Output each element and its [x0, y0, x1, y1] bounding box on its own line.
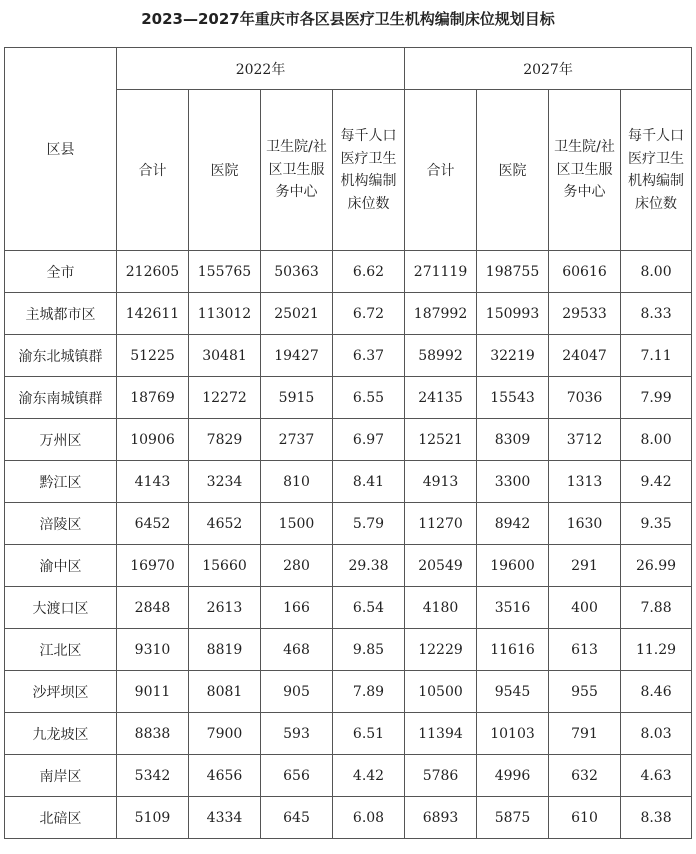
cell-per-thousand-2027: 8.33 — [621, 293, 692, 335]
cell-per-thousand-2022: 6.97 — [333, 419, 405, 461]
cell-total-2027: 11270 — [405, 503, 477, 545]
cell-clinic-2022: 1500 — [261, 503, 333, 545]
cell-region: 大渡口区 — [5, 587, 117, 629]
cell-clinic-2027: 60616 — [549, 251, 621, 293]
cell-total-2022: 142611 — [117, 293, 189, 335]
cell-hospital-2022: 4656 — [189, 755, 261, 797]
table-row — [5, 293, 692, 335]
cell-hospital-2022: 30481 — [189, 335, 261, 377]
cell-hospital-2027: 8942 — [477, 503, 549, 545]
cell-hospital-2027: 4996 — [477, 755, 549, 797]
cell-clinic-2022: 5915 — [261, 377, 333, 419]
cell-total-2022: 5342 — [117, 755, 189, 797]
cell-hospital-2027: 198755 — [477, 251, 549, 293]
cell-total-2022: 51225 — [117, 335, 189, 377]
cell-region: 渝中区 — [5, 545, 117, 587]
cell-per-thousand-2022: 29.38 — [333, 545, 405, 587]
cell-region: 主城都市区 — [5, 293, 117, 335]
cell-total-2027: 5786 — [405, 755, 477, 797]
table-row — [5, 419, 692, 461]
cell-hospital-2022: 8819 — [189, 629, 261, 671]
cell-per-thousand-2022: 6.72 — [333, 293, 405, 335]
cell-hospital-2027: 11616 — [477, 629, 549, 671]
bed-planning-table — [4, 47, 692, 839]
table-row — [5, 251, 692, 293]
cell-region: 万州区 — [5, 419, 117, 461]
cell-hospital-2027: 15543 — [477, 377, 549, 419]
header-hospital-2027: 医院 — [477, 90, 549, 251]
cell-total-2022: 18769 — [117, 377, 189, 419]
cell-per-thousand-2022: 6.51 — [333, 713, 405, 755]
cell-region: 南岸区 — [5, 755, 117, 797]
cell-clinic-2027: 955 — [549, 671, 621, 713]
cell-per-thousand-2027: 7.11 — [621, 335, 692, 377]
cell-clinic-2022: 2737 — [261, 419, 333, 461]
header-per-thousand-2027: 每千人口医疗卫生机构编制床位数 — [621, 90, 692, 251]
cell-hospital-2022: 4652 — [189, 503, 261, 545]
cell-hospital-2027: 9545 — [477, 671, 549, 713]
cell-per-thousand-2027: 9.35 — [621, 503, 692, 545]
cell-hospital-2027: 10103 — [477, 713, 549, 755]
table-row — [5, 755, 692, 797]
cell-hospital-2022: 15660 — [189, 545, 261, 587]
cell-clinic-2027: 400 — [549, 587, 621, 629]
cell-total-2022: 10906 — [117, 419, 189, 461]
cell-hospital-2022: 3234 — [189, 461, 261, 503]
cell-total-2027: 6893 — [405, 797, 477, 839]
cell-region: 渝东南城镇群 — [5, 377, 117, 419]
cell-clinic-2027: 632 — [549, 755, 621, 797]
cell-total-2027: 4180 — [405, 587, 477, 629]
cell-clinic-2022: 645 — [261, 797, 333, 839]
cell-per-thousand-2022: 8.41 — [333, 461, 405, 503]
cell-total-2022: 4143 — [117, 461, 189, 503]
cell-total-2027: 271119 — [405, 251, 477, 293]
cell-clinic-2027: 29533 — [549, 293, 621, 335]
cell-clinic-2027: 791 — [549, 713, 621, 755]
cell-clinic-2022: 166 — [261, 587, 333, 629]
cell-clinic-2022: 905 — [261, 671, 333, 713]
cell-per-thousand-2022: 6.37 — [333, 335, 405, 377]
header-district: 区县 — [5, 48, 117, 251]
cell-per-thousand-2022: 7.89 — [333, 671, 405, 713]
table-row — [5, 545, 692, 587]
cell-per-thousand-2022: 6.08 — [333, 797, 405, 839]
cell-per-thousand-2022: 4.42 — [333, 755, 405, 797]
cell-clinic-2022: 468 — [261, 629, 333, 671]
document-title: 2023—2027年重庆市各区县医疗卫生机构编制床位规划目标 — [141, 10, 555, 28]
cell-per-thousand-2027: 11.29 — [621, 629, 692, 671]
cell-total-2022: 212605 — [117, 251, 189, 293]
cell-total-2022: 16970 — [117, 545, 189, 587]
cell-clinic-2022: 656 — [261, 755, 333, 797]
cell-region: 涪陵区 — [5, 503, 117, 545]
cell-total-2022: 2848 — [117, 587, 189, 629]
cell-per-thousand-2027: 8.00 — [621, 419, 692, 461]
cell-hospital-2027: 19600 — [477, 545, 549, 587]
cell-hospital-2027: 3516 — [477, 587, 549, 629]
cell-region: 沙坪坝区 — [5, 671, 117, 713]
cell-clinic-2027: 7036 — [549, 377, 621, 419]
cell-total-2027: 4913 — [405, 461, 477, 503]
header-row-years — [5, 48, 692, 90]
cell-hospital-2022: 8081 — [189, 671, 261, 713]
header-clinic-2027: 卫生院/社区卫生服务中心 — [549, 90, 621, 251]
cell-clinic-2022: 810 — [261, 461, 333, 503]
cell-per-thousand-2027: 9.42 — [621, 461, 692, 503]
cell-total-2027: 187992 — [405, 293, 477, 335]
cell-total-2022: 6452 — [117, 503, 189, 545]
cell-hospital-2027: 3300 — [477, 461, 549, 503]
cell-region: 全市 — [5, 251, 117, 293]
cell-hospital-2027: 8309 — [477, 419, 549, 461]
table-row — [5, 713, 692, 755]
cell-hospital-2022: 155765 — [189, 251, 261, 293]
cell-total-2027: 12521 — [405, 419, 477, 461]
cell-clinic-2022: 19427 — [261, 335, 333, 377]
cell-clinic-2022: 25021 — [261, 293, 333, 335]
cell-hospital-2022: 113012 — [189, 293, 261, 335]
header-year-2027: 2027年 — [405, 48, 692, 90]
header-per-thousand-2022: 每千人口医疗卫生机构编制床位数 — [333, 90, 405, 251]
cell-clinic-2027: 291 — [549, 545, 621, 587]
table-row — [5, 671, 692, 713]
cell-total-2027: 20549 — [405, 545, 477, 587]
cell-region: 北碚区 — [5, 797, 117, 839]
cell-clinic-2027: 613 — [549, 629, 621, 671]
table-row — [5, 503, 692, 545]
header-clinic-2022: 卫生院/社区卫生服务中心 — [261, 90, 333, 251]
cell-hospital-2022: 12272 — [189, 377, 261, 419]
cell-total-2027: 12229 — [405, 629, 477, 671]
cell-clinic-2027: 1313 — [549, 461, 621, 503]
table-row — [5, 335, 692, 377]
cell-hospital-2022: 7900 — [189, 713, 261, 755]
cell-region: 黔江区 — [5, 461, 117, 503]
cell-clinic-2027: 610 — [549, 797, 621, 839]
cell-total-2022: 9310 — [117, 629, 189, 671]
cell-clinic-2022: 593 — [261, 713, 333, 755]
cell-total-2022: 5109 — [117, 797, 189, 839]
table-row — [5, 629, 692, 671]
header-hospital-2022: 医院 — [189, 90, 261, 251]
cell-hospital-2027: 5875 — [477, 797, 549, 839]
cell-hospital-2027: 150993 — [477, 293, 549, 335]
cell-hospital-2027: 32219 — [477, 335, 549, 377]
cell-hospital-2022: 2613 — [189, 587, 261, 629]
cell-region: 渝东北城镇群 — [5, 335, 117, 377]
cell-clinic-2022: 280 — [261, 545, 333, 587]
cell-total-2027: 10500 — [405, 671, 477, 713]
cell-clinic-2027: 1630 — [549, 503, 621, 545]
cell-per-thousand-2027: 8.00 — [621, 251, 692, 293]
cell-hospital-2022: 4334 — [189, 797, 261, 839]
table-row — [5, 461, 692, 503]
table-row — [5, 587, 692, 629]
cell-per-thousand-2022: 9.85 — [333, 629, 405, 671]
cell-region: 九龙坡区 — [5, 713, 117, 755]
cell-per-thousand-2027: 8.03 — [621, 713, 692, 755]
cell-total-2022: 9011 — [117, 671, 189, 713]
cell-total-2027: 24135 — [405, 377, 477, 419]
cell-total-2027: 58992 — [405, 335, 477, 377]
cell-hospital-2022: 7829 — [189, 419, 261, 461]
cell-region: 江北区 — [5, 629, 117, 671]
table-row — [5, 797, 692, 839]
header-total-2022: 合计 — [117, 90, 189, 251]
header-year-2022: 2022年 — [117, 48, 405, 90]
cell-per-thousand-2022: 6.54 — [333, 587, 405, 629]
cell-per-thousand-2022: 6.62 — [333, 251, 405, 293]
cell-per-thousand-2027: 4.63 — [621, 755, 692, 797]
cell-per-thousand-2027: 8.38 — [621, 797, 692, 839]
cell-per-thousand-2022: 6.55 — [333, 377, 405, 419]
header-total-2027: 合计 — [405, 90, 477, 251]
cell-per-thousand-2027: 7.99 — [621, 377, 692, 419]
cell-clinic-2027: 3712 — [549, 419, 621, 461]
cell-total-2027: 11394 — [405, 713, 477, 755]
cell-per-thousand-2027: 26.99 — [621, 545, 692, 587]
cell-clinic-2022: 50363 — [261, 251, 333, 293]
cell-per-thousand-2027: 7.88 — [621, 587, 692, 629]
cell-per-thousand-2022: 5.79 — [333, 503, 405, 545]
cell-per-thousand-2027: 8.46 — [621, 671, 692, 713]
cell-total-2022: 8838 — [117, 713, 189, 755]
cell-clinic-2027: 24047 — [549, 335, 621, 377]
table-row — [5, 377, 692, 419]
